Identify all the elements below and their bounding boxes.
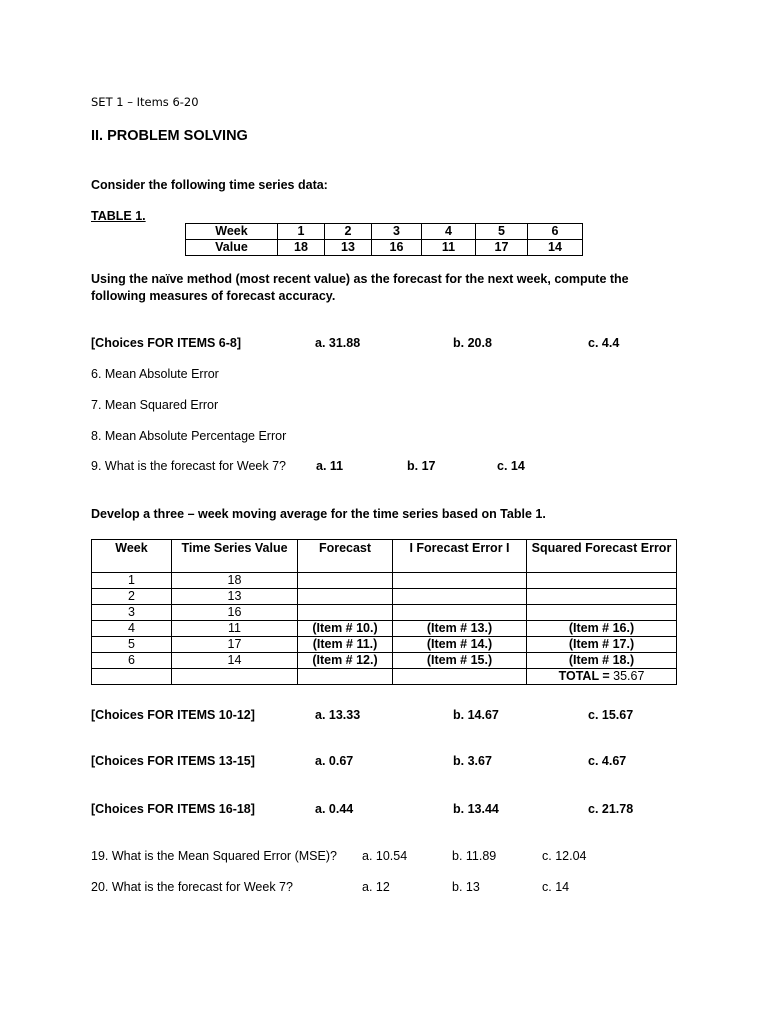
table2-header: Forecast xyxy=(298,540,393,573)
total-label: TOTAL = xyxy=(558,669,610,683)
table2-cell xyxy=(527,605,677,621)
table2-cell xyxy=(298,605,393,621)
table1-cell: 14 xyxy=(528,240,583,256)
table2-cell: 4 xyxy=(92,621,172,637)
choices-10-12-label: [Choices FOR ITEMS 10-12] xyxy=(91,708,255,722)
table2-cell: 3 xyxy=(92,605,172,621)
table1-cell: 5 xyxy=(476,224,528,240)
table2-header: Week xyxy=(92,540,172,573)
table2-cell xyxy=(298,573,393,589)
table-row xyxy=(92,637,677,653)
table2-cell xyxy=(393,573,527,589)
table2-item-cell: (Item # 11.) xyxy=(298,637,393,653)
table-row xyxy=(92,621,677,637)
table1-cell: 13 xyxy=(325,240,372,256)
table-row xyxy=(92,605,677,621)
item-9-choice-a: a. 11 xyxy=(316,459,344,473)
section-title: II. PROBLEM SOLVING xyxy=(91,128,248,144)
q19-choice-c: c. 12.04 xyxy=(542,849,587,863)
table2-cell: 11 xyxy=(172,621,298,637)
table2-item-cell: (Item # 12.) xyxy=(298,653,393,669)
table-row xyxy=(92,653,677,669)
choice-16-18-a: a. 0.44 xyxy=(315,802,354,816)
table2-cell: 18 xyxy=(172,573,298,589)
table2-cell: 17 xyxy=(172,637,298,653)
table1-cell: 3 xyxy=(372,224,422,240)
table2-cell xyxy=(172,669,298,685)
table2-cell: 16 xyxy=(172,605,298,621)
table2-header-row xyxy=(92,540,677,573)
table1-caption: TABLE 1. xyxy=(91,209,146,223)
table2-total-row xyxy=(92,669,677,685)
table-row xyxy=(92,573,677,589)
table2-item-cell: (Item # 17.) xyxy=(527,637,677,653)
table2-cell xyxy=(298,669,393,685)
table1-cell: Week xyxy=(186,224,278,240)
q20-choice-b: b. 13 xyxy=(452,880,480,894)
choice-10-12-b: b. 14.67 xyxy=(453,708,499,722)
table2-cell: 13 xyxy=(172,589,298,605)
choice-6-8-c: c. 4.4 xyxy=(588,336,620,350)
choices-16-18-label: [Choices FOR ITEMS 16-18] xyxy=(91,802,255,816)
set-label: SET 1 – Items 6-20 xyxy=(91,95,199,109)
table2-item-cell: (Item # 14.) xyxy=(393,637,527,653)
q20-choice-c: c. 14 xyxy=(542,880,570,894)
table2-item-cell: (Item # 16.) xyxy=(527,621,677,637)
item-9: 9. What is the forecast for Week 7? xyxy=(91,459,286,473)
table2-header: I Forecast Error I xyxy=(393,540,527,573)
table1-value-row xyxy=(186,240,583,256)
table2-item-cell: (Item # 13.) xyxy=(393,621,527,637)
choice-10-12-c: c. 15.67 xyxy=(588,708,634,722)
table1-cell: 4 xyxy=(422,224,476,240)
moving-average-instruction: Develop a three – week moving average for the time series based on Table 1. xyxy=(91,507,546,521)
table2-cell: 14 xyxy=(172,653,298,669)
item-8: 8. Mean Absolute Percentage Error xyxy=(91,429,287,443)
table2-header: Time Series Value xyxy=(172,540,298,573)
table2-cell: 2 xyxy=(92,589,172,605)
choice-13-15-b: b. 3.67 xyxy=(453,754,492,768)
choice-10-12-a: a. 13.33 xyxy=(315,708,361,722)
table1-cell: 18 xyxy=(278,240,325,256)
table2-item-cell: (Item # 18.) xyxy=(527,653,677,669)
item-6: 6. Mean Absolute Error xyxy=(91,367,219,381)
table2-cell xyxy=(393,589,527,605)
table1-cell: 6 xyxy=(528,224,583,240)
table1-cell: 1 xyxy=(278,224,325,240)
table2-cell xyxy=(393,605,527,621)
table2-item-cell: (Item # 10.) xyxy=(298,621,393,637)
choice-16-18-b: b. 13.44 xyxy=(453,802,499,816)
table1 xyxy=(185,223,583,256)
item-9-choice-c: c. 14 xyxy=(497,459,525,473)
q20-choice-a: a. 12 xyxy=(362,880,390,894)
table2-total-cell xyxy=(527,669,677,685)
question-20: 20. What is the forecast for Week 7? xyxy=(91,880,293,894)
naive-instruction-line2: following measures of forecast accuracy. xyxy=(91,289,336,303)
table2 xyxy=(91,539,677,685)
table1-cell: 16 xyxy=(372,240,422,256)
choice-13-15-c: c. 4.67 xyxy=(588,754,627,768)
table2-cell: 5 xyxy=(92,637,172,653)
table1-cell: Value xyxy=(186,240,278,256)
table2-cell xyxy=(298,589,393,605)
table2-cell xyxy=(527,589,677,605)
table2-item-cell: (Item # 15.) xyxy=(393,653,527,669)
table2-cell xyxy=(92,669,172,685)
q19-choice-b: b. 11.89 xyxy=(452,849,497,863)
table1-cell: 17 xyxy=(476,240,528,256)
total-value: 35.67 xyxy=(609,669,645,683)
table-row xyxy=(92,589,677,605)
table2-cell: 1 xyxy=(92,573,172,589)
item-7: 7. Mean Squared Error xyxy=(91,398,219,412)
table2-cell: 6 xyxy=(92,653,172,669)
item-9-choice-b: b. 17 xyxy=(407,459,436,473)
table2-cell xyxy=(527,573,677,589)
naive-instruction-line1: Using the naïve method (most recent value) as the forecast for the next week, compute the xyxy=(91,272,629,286)
choices-13-15-label: [Choices FOR ITEMS 13-15] xyxy=(91,754,255,768)
intro-text: Consider the following time series data: xyxy=(91,178,328,192)
table1-week-row xyxy=(186,224,583,240)
q19-choice-a: a. 10.54 xyxy=(362,849,408,863)
table2-cell xyxy=(393,669,527,685)
choice-16-18-c: c. 21.78 xyxy=(588,802,634,816)
table1-cell: 11 xyxy=(422,240,476,256)
choice-6-8-b: b. 20.8 xyxy=(453,336,492,350)
table1-cell: 2 xyxy=(325,224,372,240)
choice-13-15-a: a. 0.67 xyxy=(315,754,354,768)
question-19: 19. What is the Mean Squared Error (MSE)? xyxy=(91,849,337,863)
table2-header: Squared Forecast Error xyxy=(527,540,677,573)
choice-6-8-a: a. 31.88 xyxy=(315,336,361,350)
choices-6-8-label: [Choices FOR ITEMS 6-8] xyxy=(91,336,242,350)
